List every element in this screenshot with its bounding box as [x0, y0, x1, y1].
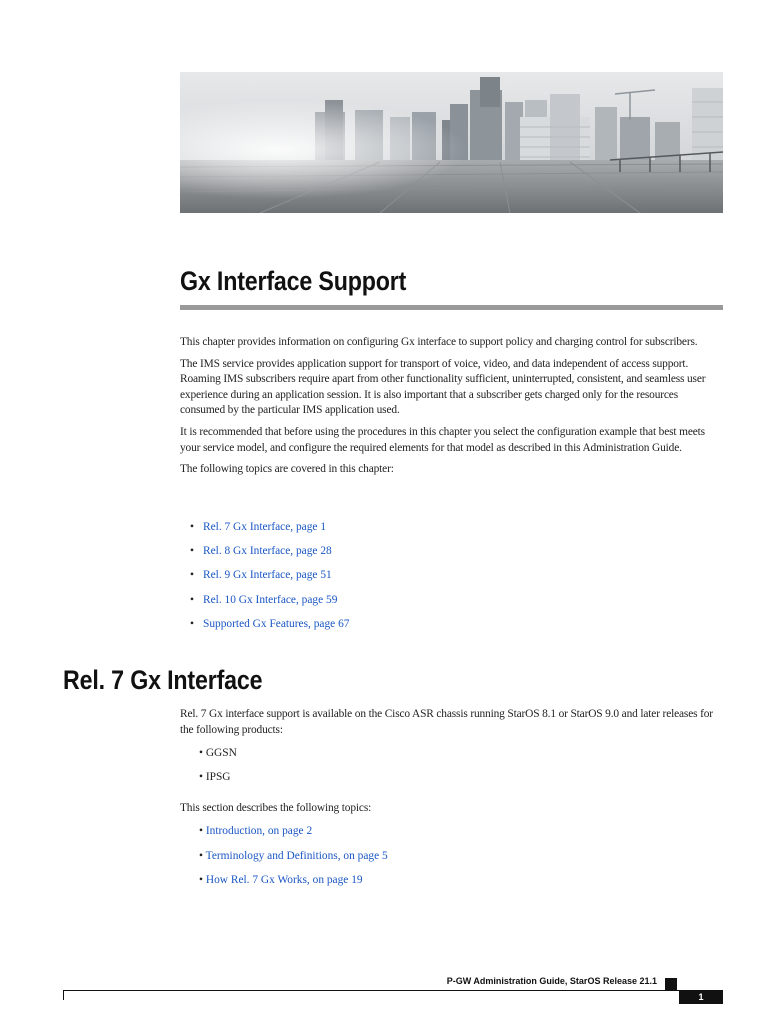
bullet: •: [190, 545, 194, 558]
product-item-ipsg: • IPSG: [199, 771, 231, 783]
list-item: [199, 874, 388, 899]
recommendation-paragraph: It is recommended that before using the procedures in this chapter you select the configuration example that best meets your service model, and configure the required elements for that model as described in this Administration Guide.: [180, 425, 705, 454]
title-rule: [180, 305, 723, 310]
product-item-ggsn: • GGSN: [199, 747, 237, 759]
topic-link-introduction[interactable]: Introduction, on page 2: [205, 825, 313, 837]
topic-link-rel9[interactable]: Rel. 9 Gx Interface, page 51: [203, 569, 332, 582]
list-item: [190, 545, 349, 569]
section-topics-list: [199, 825, 388, 899]
bullet: •: [190, 569, 194, 582]
bullet: •: [190, 521, 194, 533]
chapter-title: Gx Interface Support: [180, 266, 407, 296]
page-number: 1: [679, 990, 723, 1004]
chapter-topics-list: [190, 521, 349, 642]
list-item: [190, 618, 349, 642]
section-intro-paragraph: Rel. 7 Gx interface support is available on the Cisco ASR chassis running StarOS 8.1 or StarOS 9.0 and later releases for the following products:: [180, 708, 713, 736]
footer-guide-title: P-GW Administration Guide, StarOS Release 21.1: [446, 976, 657, 986]
topic-link-how-it-works[interactable]: How Rel. 7 Gx Works, on page 19: [205, 874, 363, 886]
footer-tick: [63, 990, 64, 1000]
intro-paragraph: This chapter provides information on configuring Gx interface to support policy and charging control for subscribers.: [180, 336, 698, 348]
section-intro: [180, 707, 720, 738]
products-list: [199, 747, 237, 795]
section-topics-paragraph: This section describes the following topics:: [180, 802, 372, 814]
section-title: Rel. 7 Gx Interface: [63, 665, 263, 695]
bullet: •: [190, 593, 194, 606]
chapter-intro: [180, 335, 720, 484]
footer-marker: [665, 978, 677, 990]
section-topics-intro: [180, 801, 720, 817]
list-item: [199, 850, 388, 875]
topic-link-supported-features[interactable]: Supported Gx Features, page 67: [203, 617, 350, 630]
bullet: •: [190, 617, 194, 630]
bullet: •: [199, 825, 203, 837]
bullet: •: [199, 849, 203, 862]
bullet: •: [199, 874, 203, 886]
list-item: [190, 569, 349, 593]
topic-link-rel7[interactable]: Rel. 7 Gx Interface, page 1: [203, 521, 327, 533]
list-item: [190, 521, 349, 545]
footer-rule: [63, 990, 723, 991]
topic-link-rel8[interactable]: Rel. 8 Gx Interface, page 28: [203, 545, 332, 558]
list-item: [190, 594, 349, 618]
topic-link-rel10[interactable]: Rel. 10 Gx Interface, page 59: [203, 593, 338, 606]
topic-link-terminology[interactable]: Terminology and Definitions, on page 5: [205, 849, 388, 862]
topics-intro-paragraph: The following topics are covered in this chapter:: [180, 463, 394, 476]
list-item: [199, 825, 388, 850]
ims-paragraph: The IMS service provides application support for transport of voice, video, and data independent of access support. Roaming IMS subscribers require apart from other functionality sufficient, uninterrupted, consistent, and seamless user experience during an application session. It is also important that a subscriber gets charged only for the resources consumed by the particular IMS application used.: [180, 357, 706, 417]
city-skyline-banner: [180, 72, 723, 213]
